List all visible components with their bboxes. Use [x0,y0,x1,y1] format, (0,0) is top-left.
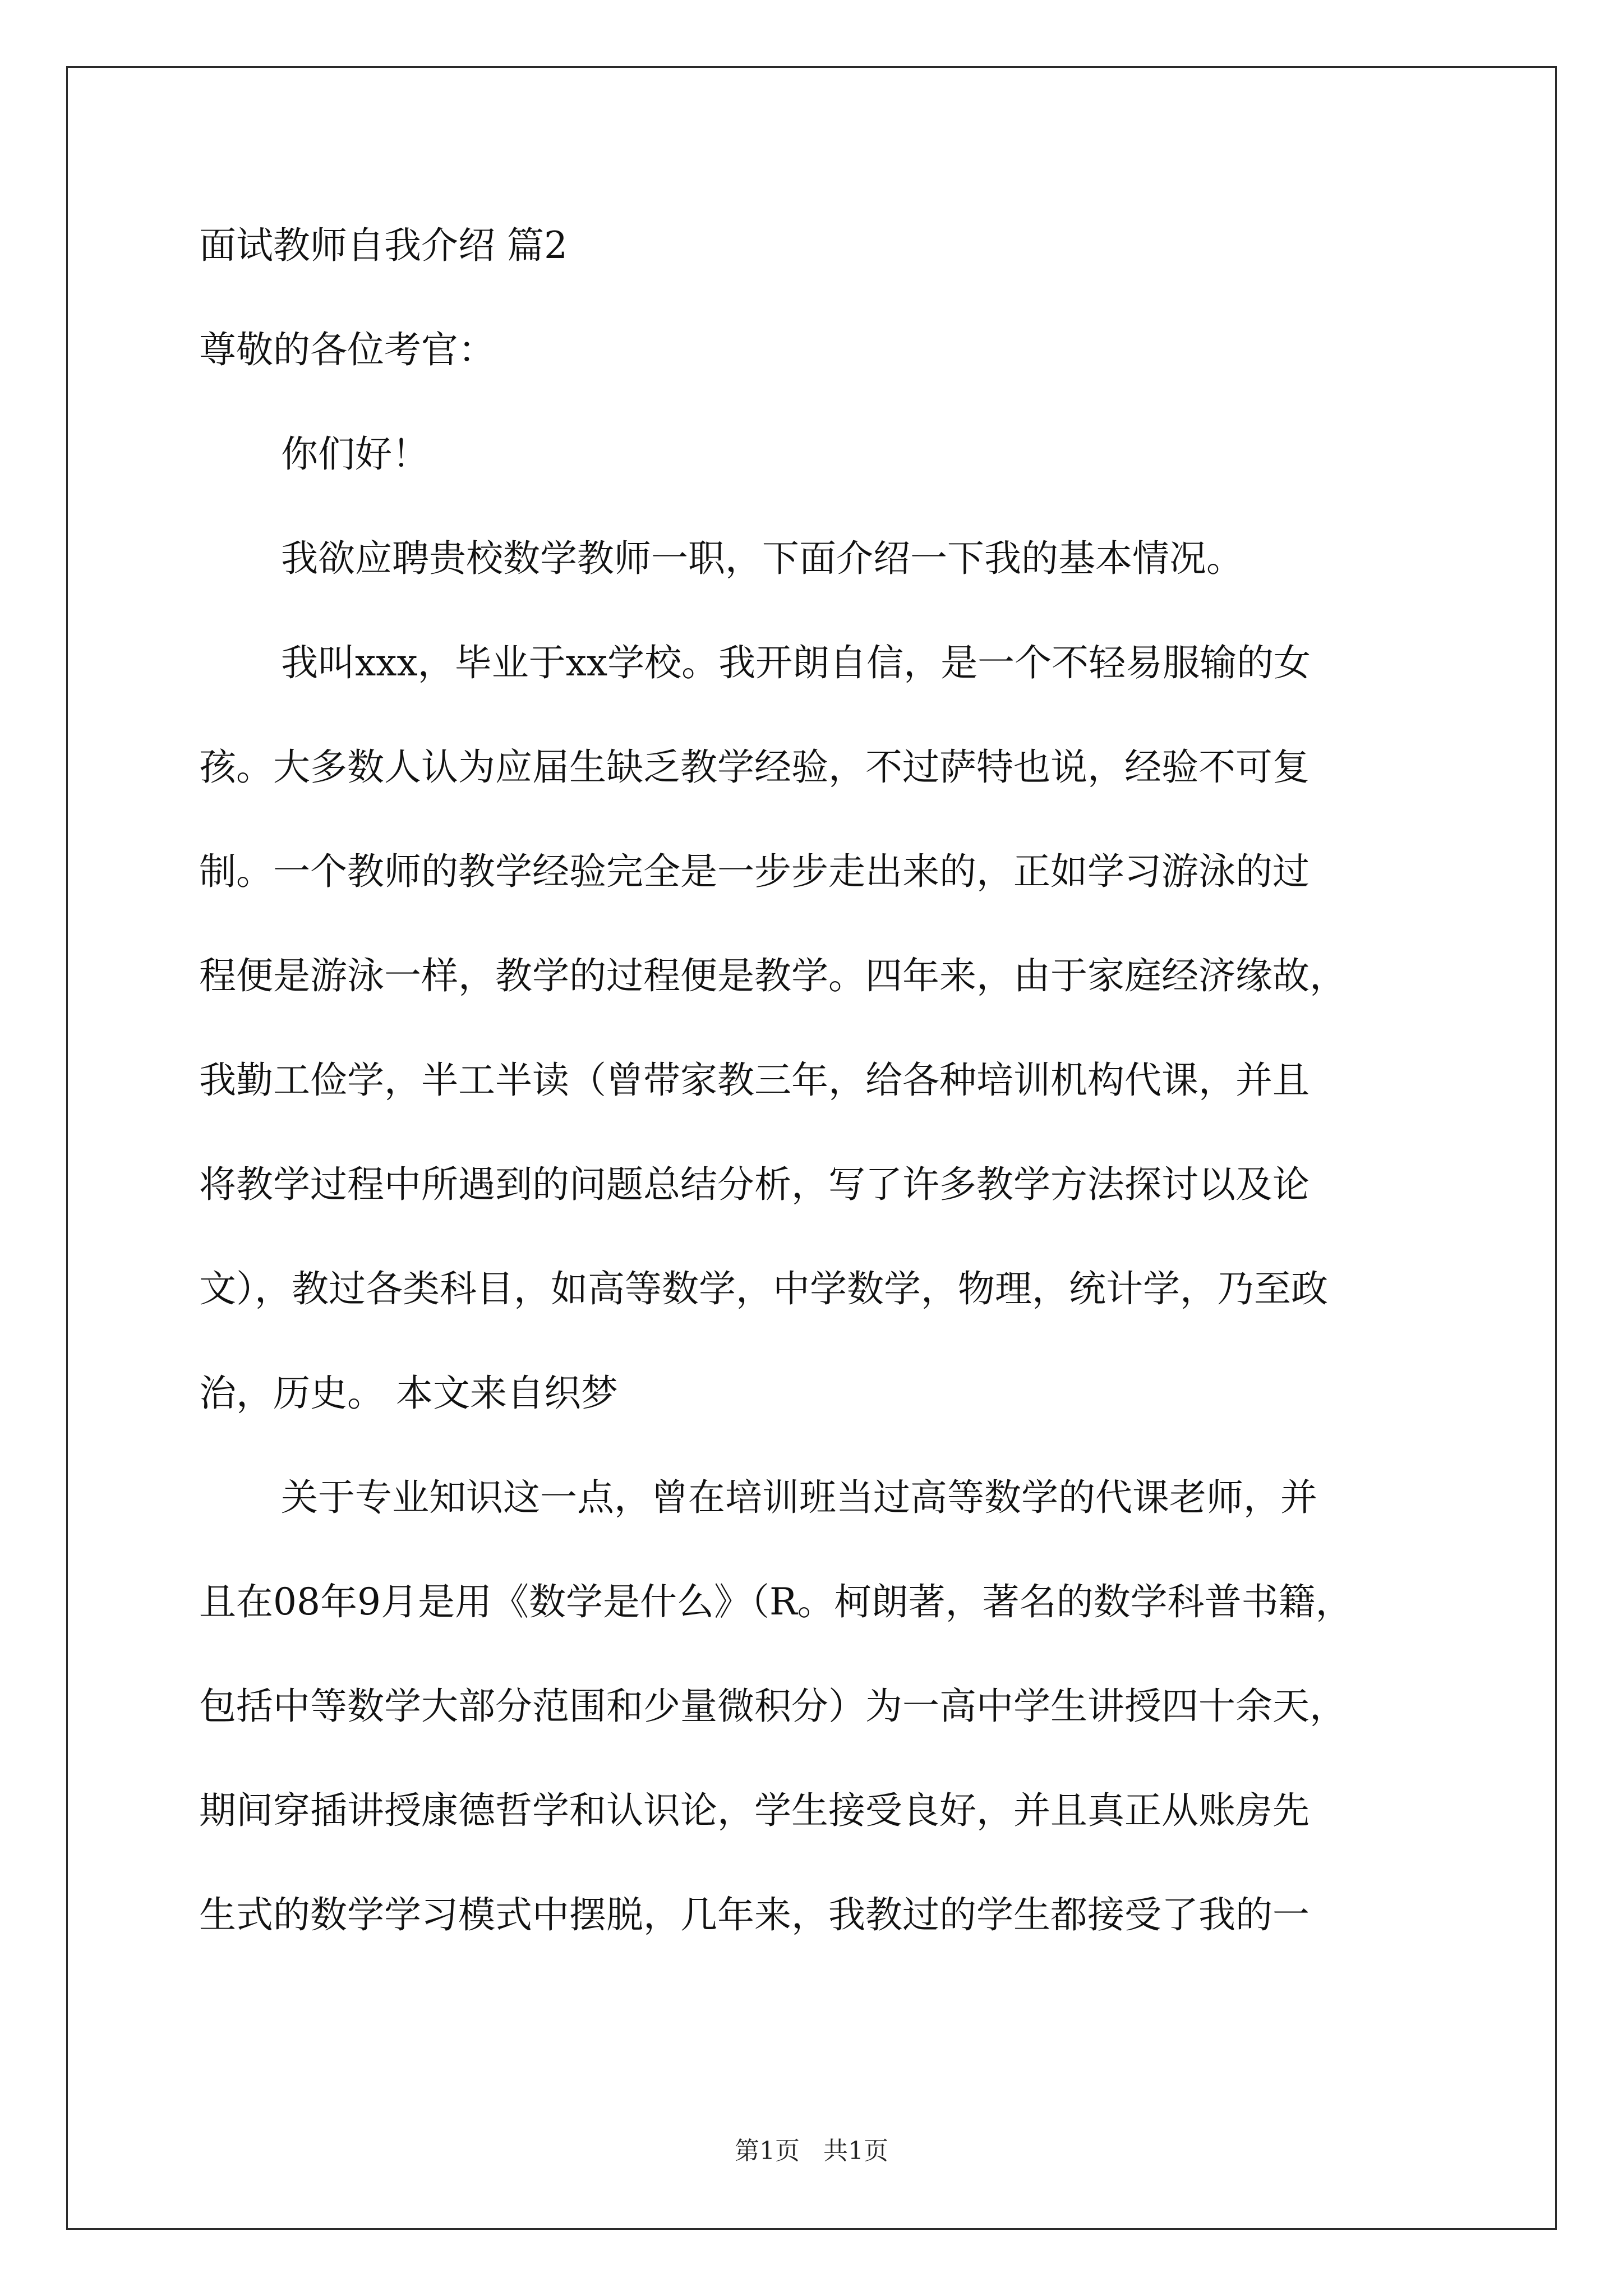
page-total: 共1页 [823,2137,888,2165]
paragraph-line: 生式的数学学习模式中摆脱，几年来，我教过的学生都接受了我的一 [199,1893,1310,1936]
paragraph-line: 我勤工俭学，半工半读（曾带家教三年，给各种培训机构代课，并且 [199,1059,1310,1102]
page-number: 第1页 [735,2137,800,2165]
salutation: 尊敬的各位考官： [199,328,495,371]
paragraph-line: 且在08年9月是用《数学是什么》（R。柯朗著，著名的数学科普书籍， [199,1580,1353,1623]
document-title: 面试教师自我介绍 篇2 [199,224,568,267]
paragraph-line: 程便是游泳一样，教学的过程便是教学。四年来，由于家庭经济缘故， [199,954,1347,997]
paragraph-line: 关于专业知识这一点，曾在培训班当过高等数学的代课老师，并 [281,1476,1317,1519]
paragraph-line: 制。一个教师的教学经验完全是一步步走出来的，正如学习游泳的过 [199,850,1310,893]
paragraph-intent [199,532,1427,586]
paragraph-line: 我叫xxx，毕业于xx学校。我开朗自信，是一个不轻易服输的女 [281,641,1311,684]
paragraph-greeting [199,427,1427,481]
paragraph-line: 包括中等数学大部分范围和少量微积分）为一高中学生讲授四十余天， [199,1685,1347,1728]
paragraph-line: 你们好！ [281,432,429,476]
paragraph-background [199,636,1427,1420]
paragraph-line: 孩。大多数人认为应届生缺乏教学经验，不过萨特也说，经验不可复 [199,746,1310,789]
paragraph-line: 文），教过各类科目，如高等数学，中学数学，物理，统计学，乃至政 [199,1267,1328,1310]
paragraph-line: 治，历史。 本文来自织梦 [199,1372,618,1415]
page-footer [0,2134,1623,2168]
paragraph-line: 我欲应聘贵校数学教师一职，下面介绍一下我的基本情况。 [281,537,1243,580]
paragraph-line: 将教学过程中所遇到的问题总结分析，写了许多教学方法探讨以及论 [199,1163,1310,1206]
paragraph-expertise [199,1471,1427,1942]
paragraph-line: 期间穿插讲授康德哲学和认识论，学生接受良好，并且真正从账房先 [199,1789,1310,1832]
document-body [199,219,1427,1993]
